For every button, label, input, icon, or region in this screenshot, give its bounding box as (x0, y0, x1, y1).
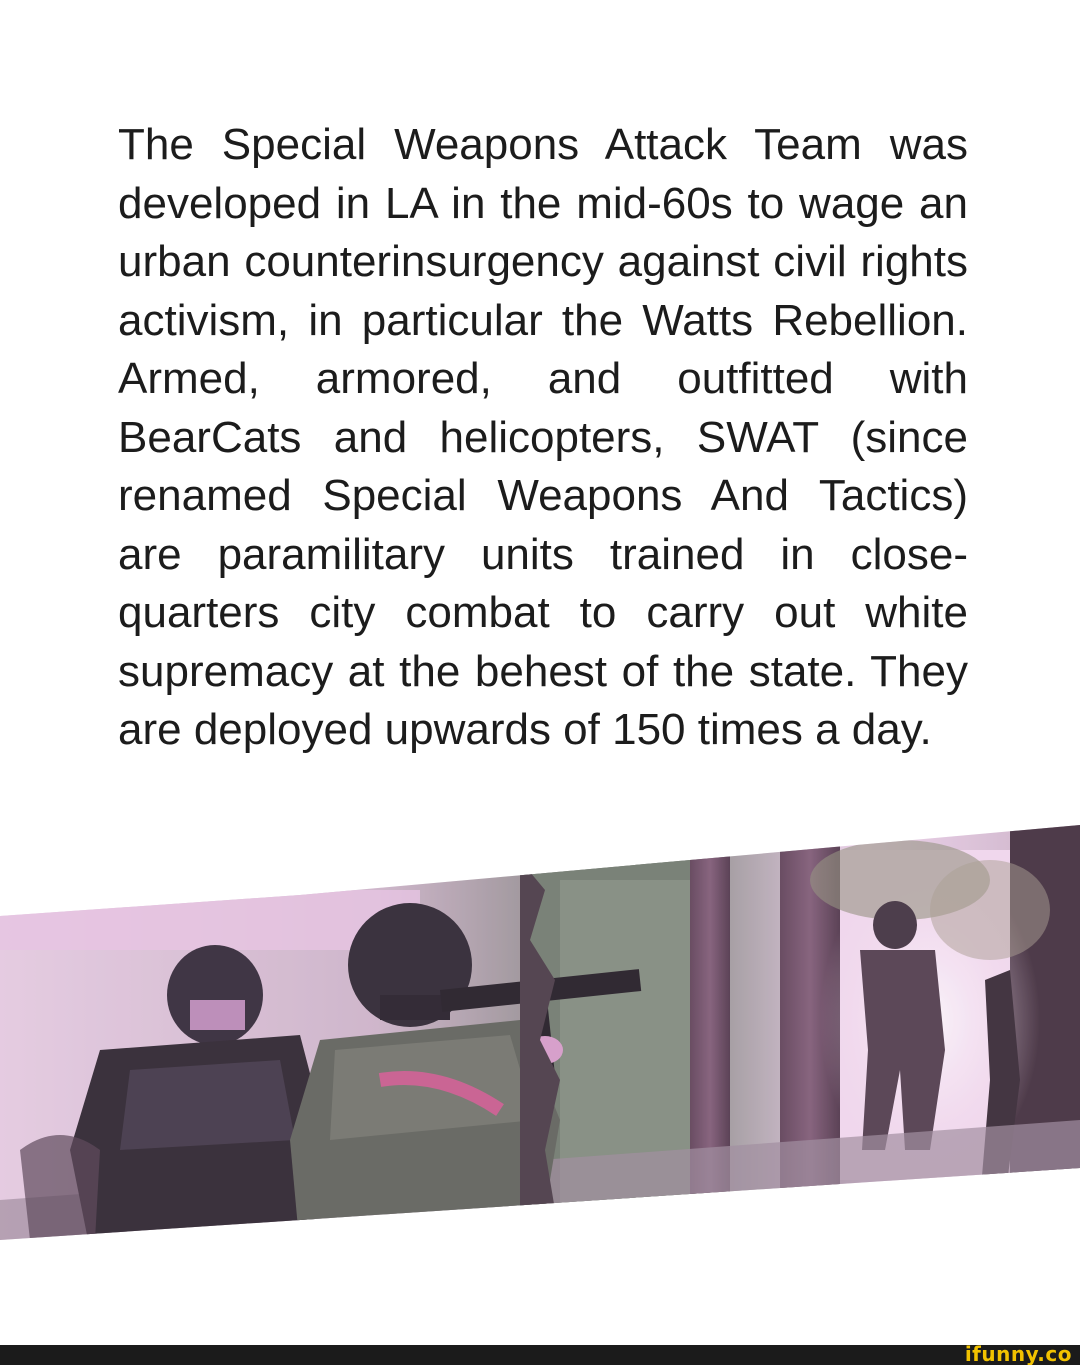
footer-bar (0, 1342, 1080, 1365)
article-text: The Special Weapons Attack Team was developed in LA in the mid-60s to wage an urban counterinsurgency against civil rights activism, in particular the Watts Rebellion. Armed, armored, and outfitted with BearCats and helicopters, SWAT (since renamed Special Weapons And Tactics) are paramilitary units trained in close-quarters city combat to carry out white supremacy at the behest of the state. They are deployed upwards of 150 times a day. (118, 120, 968, 754)
swat-raid-photo (0, 820, 1080, 1300)
ifunny-watermark[interactable]: ifunny.co (964, 1342, 1072, 1365)
